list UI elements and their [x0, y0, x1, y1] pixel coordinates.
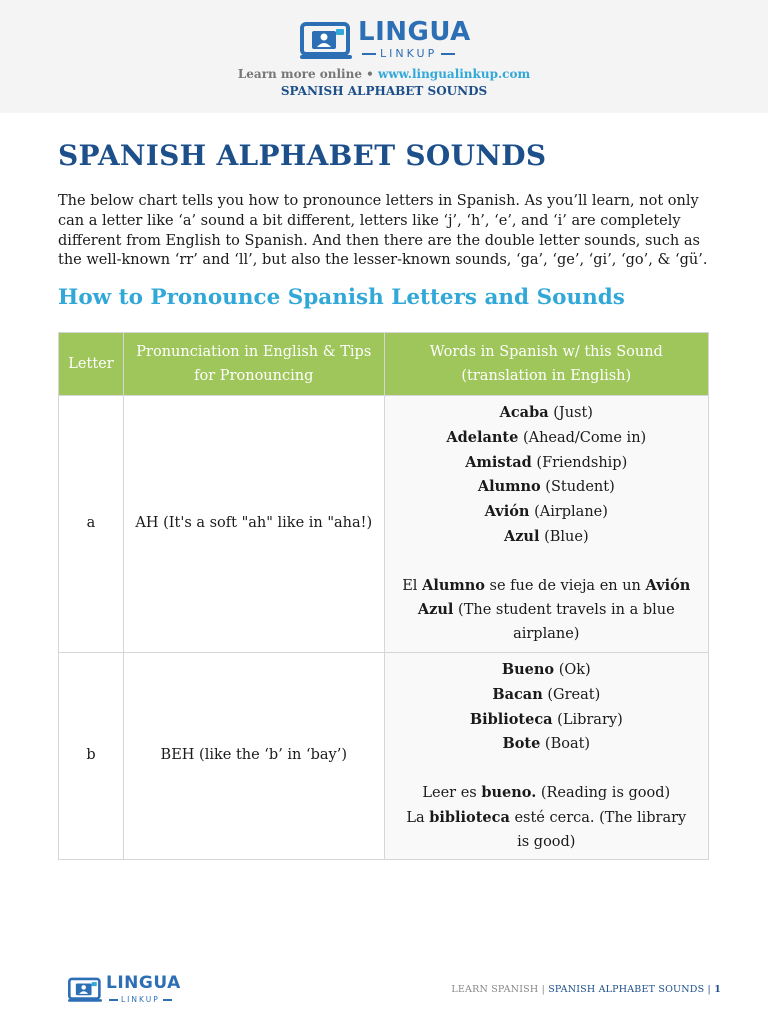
example-sentence: La biblioteca esté cerca. (The library is good): [406, 808, 687, 850]
page-header: [0, 0, 768, 113]
laptop-user-icon: [300, 22, 352, 60]
pronunciation-cell: BEH (like the ‘b’ in ‘bay’): [123, 652, 384, 859]
word-item: Avión (Airplane): [484, 503, 608, 521]
learn-more-text: Learn more online •: [237, 67, 374, 81]
pronunciation-cell: AH (It's a soft "ah" like in "aha!): [123, 396, 384, 653]
header-links: [0, 67, 768, 81]
laptop-user-icon: [68, 977, 102, 1003]
header-letter: Letter: [59, 333, 124, 396]
words-cell: [384, 396, 708, 653]
page-title: SPANISH ALPHABET SOUNDS: [58, 139, 547, 172]
table-header-row: [59, 333, 709, 396]
word-item: Bacan (Great): [492, 685, 601, 703]
word-item: Amistad (Friendship): [465, 453, 628, 471]
logo-lingua-text: LINGUA: [358, 17, 471, 47]
logo-linkup-text: LINKUP: [358, 47, 468, 60]
footer-title: SPANISH ALPHABET SOUNDS: [548, 984, 705, 995]
website-link[interactable]: www.lingualinkup.com: [378, 67, 531, 81]
lingua-linkup-logo[interactable]: [300, 17, 471, 64]
footer-section: LEARN SPANISH: [451, 984, 539, 995]
word-item: Alumno (Student): [477, 478, 615, 496]
alphabet-table: [58, 332, 709, 860]
page-number: 1: [714, 984, 721, 995]
word-item: Azul (Blue): [503, 527, 589, 545]
letter-cell: b: [59, 652, 124, 859]
word-item: Bote (Boat): [502, 735, 591, 753]
words-cell: [384, 652, 708, 859]
section-heading: How to Pronounce Spanish Letters and Sounds: [58, 285, 625, 310]
header-words: Words in Spanish w/ this Sound (translation in English): [384, 333, 708, 396]
table-row: [59, 396, 709, 653]
letter-cell: a: [59, 396, 124, 653]
logo-lingua-text: LINGUA: [106, 973, 181, 993]
intro-paragraph: The below chart tells you how to pronounce letters in Spanish. As you’ll learn, not only can a letter like ‘a’ sound a bit different, letters like ‘j’, ‘h’, ‘e’, and ‘i’ are completely different from English to Spanish. And then there are the double letter sounds, such as the well-known ‘rr’ and ‘ll’, but also the lesser-known sounds, ‘ga’, ‘ge’, ‘gi’, ‘go’, & ‘gü’.: [58, 193, 708, 269]
header-subtitle: SPANISH ALPHABET SOUNDS: [280, 84, 488, 98]
word-item: Acaba (Just): [499, 404, 593, 421]
word-item: Bueno (Ok): [501, 660, 591, 678]
footer-text: LEARN SPANISH | SPANISH ALPHABET SOUNDS | 1: [451, 984, 721, 995]
table-row: [59, 652, 709, 859]
example-sentence: El Alumno se fue de vieja en un Avión Azul (The student travels in a blue airplane): [402, 576, 691, 643]
header-pronunciation: Pronunciation in English & Tips for Pronouncing: [123, 333, 384, 396]
word-item: Biblioteca (Library): [469, 710, 623, 728]
example-sentence: Leer es bueno. (Reading is good): [422, 783, 671, 801]
logo-linkup-text: LINKUP: [106, 993, 186, 1006]
word-item: Adelante (Ahead/Come in): [446, 428, 647, 446]
footer-logo[interactable]: [68, 973, 188, 1006]
